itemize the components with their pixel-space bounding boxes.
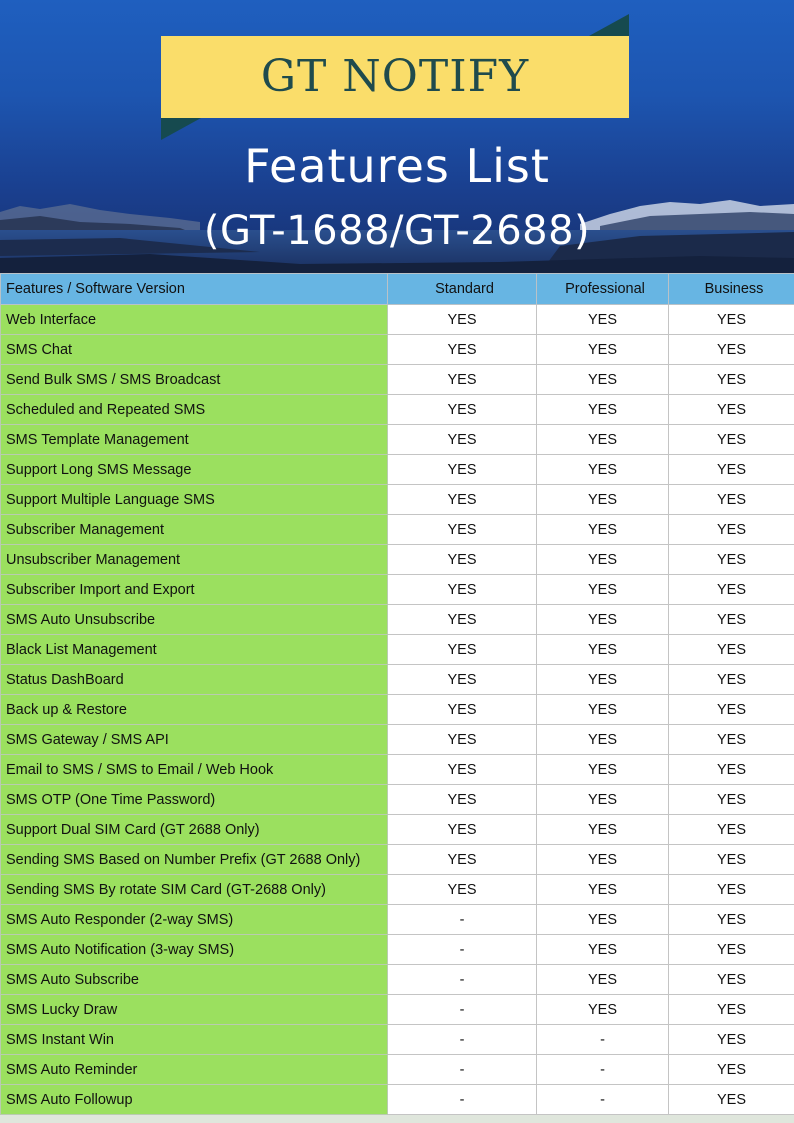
table-row [1,1085,794,1115]
business-value: YES [669,515,794,545]
table-row [1,635,794,665]
model-numbers: (GT-1688/GT-2688) [203,208,591,254]
table-row [1,995,794,1025]
professional-value: YES [537,785,669,815]
table-header-row [1,274,794,305]
header-business: Business [669,274,794,305]
standard-value: YES [388,365,537,395]
table-row [1,965,794,995]
table-row [1,755,794,785]
standard-value: - [388,995,537,1025]
standard-value: YES [388,755,537,785]
professional-value: YES [537,485,669,515]
feature-name: Support Multiple Language SMS [1,485,388,515]
business-value: YES [669,875,794,905]
business-value: YES [669,365,794,395]
business-value: YES [669,725,794,755]
standard-value: YES [388,665,537,695]
header-professional: Professional [537,274,669,305]
standard-value: YES [388,425,537,455]
business-value: YES [669,455,794,485]
banner-fold-left [161,118,201,140]
feature-name: SMS Template Management [1,425,388,455]
professional-value: - [537,1085,669,1115]
feature-name: Back up & Restore [1,695,388,725]
table-row [1,395,794,425]
table-row [1,425,794,455]
standard-value: YES [388,725,537,755]
standard-value: YES [388,635,537,665]
feature-name: Subscriber Import and Export [1,575,388,605]
table-row [1,785,794,815]
standard-value: YES [388,785,537,815]
standard-value: YES [388,575,537,605]
standard-value: YES [388,335,537,365]
professional-value: YES [537,305,669,335]
business-value: YES [669,485,794,515]
standard-value: YES [388,875,537,905]
professional-value: YES [537,605,669,635]
professional-value: - [537,1025,669,1055]
standard-value: YES [388,515,537,545]
professional-value: YES [537,845,669,875]
business-value: YES [669,395,794,425]
table-row [1,695,794,725]
standard-value: - [388,1085,537,1115]
professional-value: YES [537,575,669,605]
header-standard: Standard [388,274,537,305]
standard-value: YES [388,485,537,515]
banner-fold-right [589,14,629,36]
professional-value: YES [537,425,669,455]
table-row [1,545,794,575]
feature-name: SMS Auto Unsubscribe [1,605,388,635]
feature-name: Scheduled and Repeated SMS [1,395,388,425]
feature-name: Support Dual SIM Card (GT 2688 Only) [1,815,388,845]
professional-value: YES [537,455,669,485]
business-value: YES [669,755,794,785]
brand-banner [161,36,629,118]
table-row [1,515,794,545]
feature-name: SMS Chat [1,335,388,365]
business-value: YES [669,305,794,335]
standard-value: YES [388,845,537,875]
business-value: YES [669,965,794,995]
standard-value: YES [388,305,537,335]
professional-value: YES [537,935,669,965]
feature-name: Web Interface [1,305,388,335]
standard-value: - [388,965,537,995]
standard-value: YES [388,695,537,725]
hero-header [0,0,794,273]
feature-name: Sending SMS By rotate SIM Card (GT-2688 Only) [1,875,388,905]
business-value: YES [669,605,794,635]
professional-value: YES [537,515,669,545]
table-row [1,845,794,875]
business-value: YES [669,995,794,1025]
standard-value: - [388,935,537,965]
feature-name: SMS Instant Win [1,1025,388,1055]
business-value: YES [669,845,794,875]
professional-value: - [537,1055,669,1085]
business-value: YES [669,1085,794,1115]
standard-value: - [388,905,537,935]
professional-value: YES [537,545,669,575]
business-value: YES [669,665,794,695]
business-value: YES [669,575,794,605]
feature-name: Subscriber Management [1,515,388,545]
brand-title: GT NOTIFY [260,51,530,102]
feature-name: Black List Management [1,635,388,665]
standard-value: - [388,1025,537,1055]
feature-name: Status DashBoard [1,665,388,695]
standard-value: YES [388,545,537,575]
professional-value: YES [537,965,669,995]
feature-name: SMS OTP (One Time Password) [1,785,388,815]
professional-value: YES [537,875,669,905]
standard-value: YES [388,395,537,425]
business-value: YES [669,815,794,845]
professional-value: YES [537,815,669,845]
business-value: YES [669,635,794,665]
feature-name: SMS Lucky Draw [1,995,388,1025]
table-row [1,335,794,365]
professional-value: YES [537,995,669,1025]
feature-name: Support Long SMS Message [1,455,388,485]
professional-value: YES [537,755,669,785]
table-row [1,905,794,935]
table-row [1,875,794,905]
features-table-container [0,273,794,1115]
professional-value: YES [537,695,669,725]
professional-value: YES [537,335,669,365]
feature-name: SMS Auto Reminder [1,1055,388,1085]
business-value: YES [669,905,794,935]
table-row [1,665,794,695]
table-row [1,485,794,515]
feature-name: SMS Gateway / SMS API [1,725,388,755]
professional-value: YES [537,725,669,755]
professional-value: YES [537,395,669,425]
feature-name: Sending SMS Based on Number Prefix (GT 2688 Only) [1,845,388,875]
business-value: YES [669,1025,794,1055]
table-row [1,455,794,485]
standard-value: - [388,1055,537,1085]
feature-name: Unsubscriber Management [1,545,388,575]
table-row [1,935,794,965]
business-value: YES [669,695,794,725]
standard-value: YES [388,455,537,485]
table-row [1,305,794,335]
feature-name: Send Bulk SMS / SMS Broadcast [1,365,388,395]
professional-value: YES [537,665,669,695]
business-value: YES [669,545,794,575]
table-row [1,605,794,635]
professional-value: YES [537,905,669,935]
feature-name: Email to SMS / SMS to Email / Web Hook [1,755,388,785]
table-row [1,725,794,755]
business-value: YES [669,935,794,965]
business-value: YES [669,335,794,365]
page-subtitle: Features List [244,139,550,193]
table-row [1,365,794,395]
table-row [1,575,794,605]
feature-name: SMS Auto Notification (3-way SMS) [1,935,388,965]
business-value: YES [669,1055,794,1085]
features-table [0,273,794,1115]
standard-value: YES [388,815,537,845]
feature-name: SMS Auto Subscribe [1,965,388,995]
feature-name: SMS Auto Followup [1,1085,388,1115]
feature-name: SMS Auto Responder (2-way SMS) [1,905,388,935]
professional-value: YES [537,365,669,395]
professional-value: YES [537,635,669,665]
header-features: Features / Software Version [1,274,388,305]
business-value: YES [669,785,794,815]
table-row [1,1025,794,1055]
business-value: YES [669,425,794,455]
table-row [1,1055,794,1085]
table-row [1,815,794,845]
standard-value: YES [388,605,537,635]
